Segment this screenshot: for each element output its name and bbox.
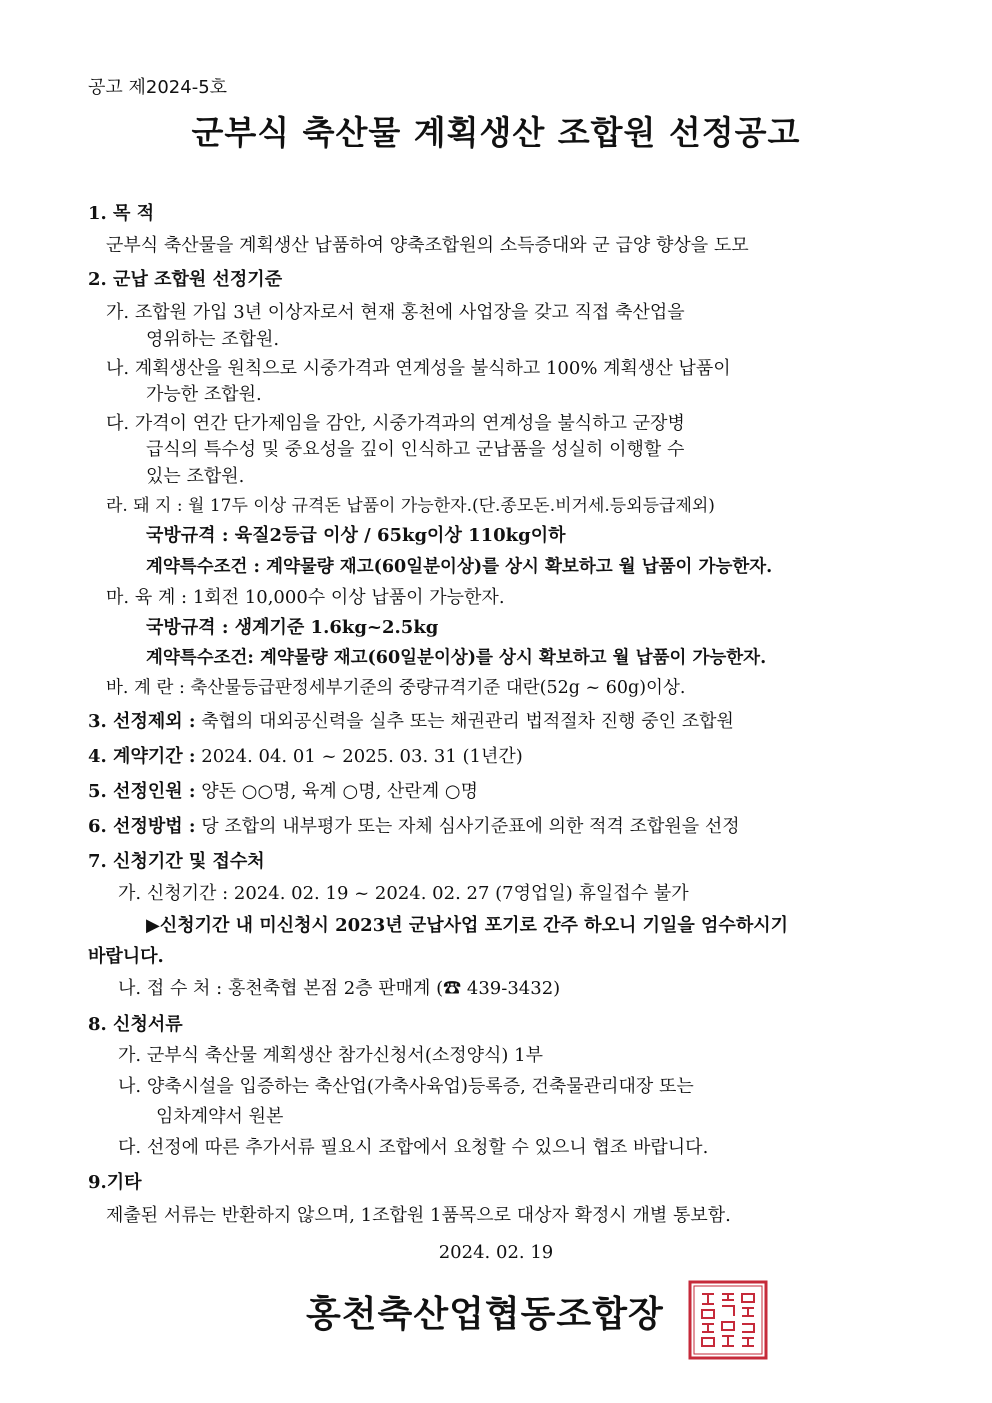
official-seal-icon — [688, 1280, 768, 1360]
section-1-body: 군부식 축산물을 계획생산 납품하여 양축조합원의 소득증대와 군 급양 향상을 도모 — [106, 235, 749, 256]
section-7-application-period: 가. 신청기간 : 2024. 02. 19 ~ 2024. 02. 27 (7영업일) 휴일접수 불가 — [118, 883, 689, 904]
notice-number: 공고 제2024-5호 — [88, 77, 228, 98]
section-8-item-ga: 가. 군부식 축산물 계획생산 참가신청서(소정양식) 1부 — [118, 1045, 543, 1066]
section-9-heading: 9.기타 — [88, 1172, 142, 1193]
section-7-heading: 7. 신청기간 및 접수처 — [88, 851, 265, 872]
section-4 — [88, 745, 523, 769]
section-5-label: 5. 선정인원 : — [88, 781, 196, 802]
section-8-heading: 8. 신청서류 — [88, 1014, 183, 1035]
notice-date: 2024. 02. 19 — [438, 1242, 554, 1263]
section-2-item-ra-pig: 라. 돼 지 : 월 17두 이상 규격돈 납품이 가능한자.(단.종모돈.비거세.등외등급제외) — [106, 496, 715, 516]
section-2-item-da-line-2: 급식의 특수성 및 중요성을 깊이 인식하고 군납품을 성실히 이행할 수 — [146, 439, 685, 460]
section-7-warning-line-2: 바랍니다. — [88, 946, 164, 967]
section-7-warning-line-1: ▶신청기간 내 미신청시 2023년 군납사업 포기로 간주 하오니 기일을 엄수하시기 — [146, 915, 788, 936]
section-2-chicken-contract-terms: 계약특수조건: 계약물량 재고(60일분이상)를 상시 확보하고 월 납품이 가능한자. — [146, 648, 767, 668]
section-2-item-ga-line-1: 가. 조합원 가입 3년 이상자로서 현재 홍천에 사업장을 갖고 직접 축산업을 — [106, 302, 685, 323]
section-7-reception-desk: 나. 접 수 처 : 홍천축협 본점 2층 판매계 (☎ 439-3432) — [118, 978, 561, 999]
section-4-text: 2024. 04. 01 ~ 2025. 03. 31 (1년간) — [201, 746, 523, 767]
section-3 — [88, 710, 734, 734]
section-2-chicken-spec: 국방규격 : 생계기준 1.6kg~2.5kg — [146, 617, 439, 638]
section-2-item-na-line-1: 나. 계획생산을 원칙으로 시중가격과 연계성을 불식하고 100% 계획생산 납품이 — [106, 358, 731, 379]
section-3-label: 3. 선정제외 : — [88, 711, 196, 732]
section-2-item-na-line-2: 가능한 조합원. — [146, 384, 262, 405]
section-2-item-da-line-3: 있는 조합원. — [146, 466, 245, 487]
section-2-item-ga-line-2: 영위하는 조합원. — [146, 329, 280, 350]
issuer-name: 홍천축산업협동조합장 — [306, 1293, 664, 1335]
section-8-item-da: 다. 선정에 따른 추가서류 필요시 조합에서 요청할 수 있으니 협조 바랍니다. — [118, 1137, 709, 1158]
section-5 — [88, 780, 478, 804]
section-6-label: 6. 선정방법 : — [88, 816, 196, 837]
section-2-pig-spec: 국방규격 : 육질2등급 이상 / 65kg이상 110kg이하 — [146, 525, 566, 546]
section-8-item-na-line-2: 임차계약서 원본 — [156, 1106, 284, 1127]
section-2-heading: 2. 군납 조합원 선정기준 — [88, 269, 283, 290]
section-1-heading: 1. 목 적 — [88, 203, 155, 224]
section-2-item-ba-egg: 바. 계 란 : 축산물등급판정세부기준의 중량규격기준 대란(52g ~ 60g)이상. — [106, 678, 686, 698]
section-4-label: 4. 계약기간 : — [88, 746, 196, 767]
section-6-text: 당 조합의 내부평가 또는 자체 심사기준표에 의한 적격 조합원을 선정 — [201, 816, 740, 837]
section-2-item-ma-chicken: 마. 육 계 : 1회전 10,000수 이상 납품이 가능한자. — [106, 587, 505, 608]
section-2-item-da-line-1: 다. 가격이 연간 단가제임을 감안, 시중가격과의 연계성을 불식하고 군장병 — [106, 413, 685, 434]
section-5-text: 양돈 ○○명, 육계 ○명, 산란계 ○명 — [201, 781, 479, 802]
section-9-body: 제출된 서류는 반환하지 않으며, 1조합원 1품목으로 대상자 확정시 개별 통보함. — [106, 1205, 731, 1226]
section-2-pig-contract-terms: 계약특수조건 : 계약물량 재고(60일분이상)를 상시 확보하고 월 납품이 가능한자. — [146, 557, 773, 577]
section-8-item-na-line-1: 나. 양축시설을 입증하는 축산업(가축사육업)등록증, 건축물관리대장 또는 — [118, 1076, 694, 1097]
section-6 — [88, 815, 740, 839]
section-3-text: 축협의 대외공신력을 실추 또는 채권관리 법적절차 진행 중인 조합원 — [201, 711, 734, 732]
page-title: 군부식 축산물 계획생산 조합원 선정공고 — [191, 113, 801, 152]
